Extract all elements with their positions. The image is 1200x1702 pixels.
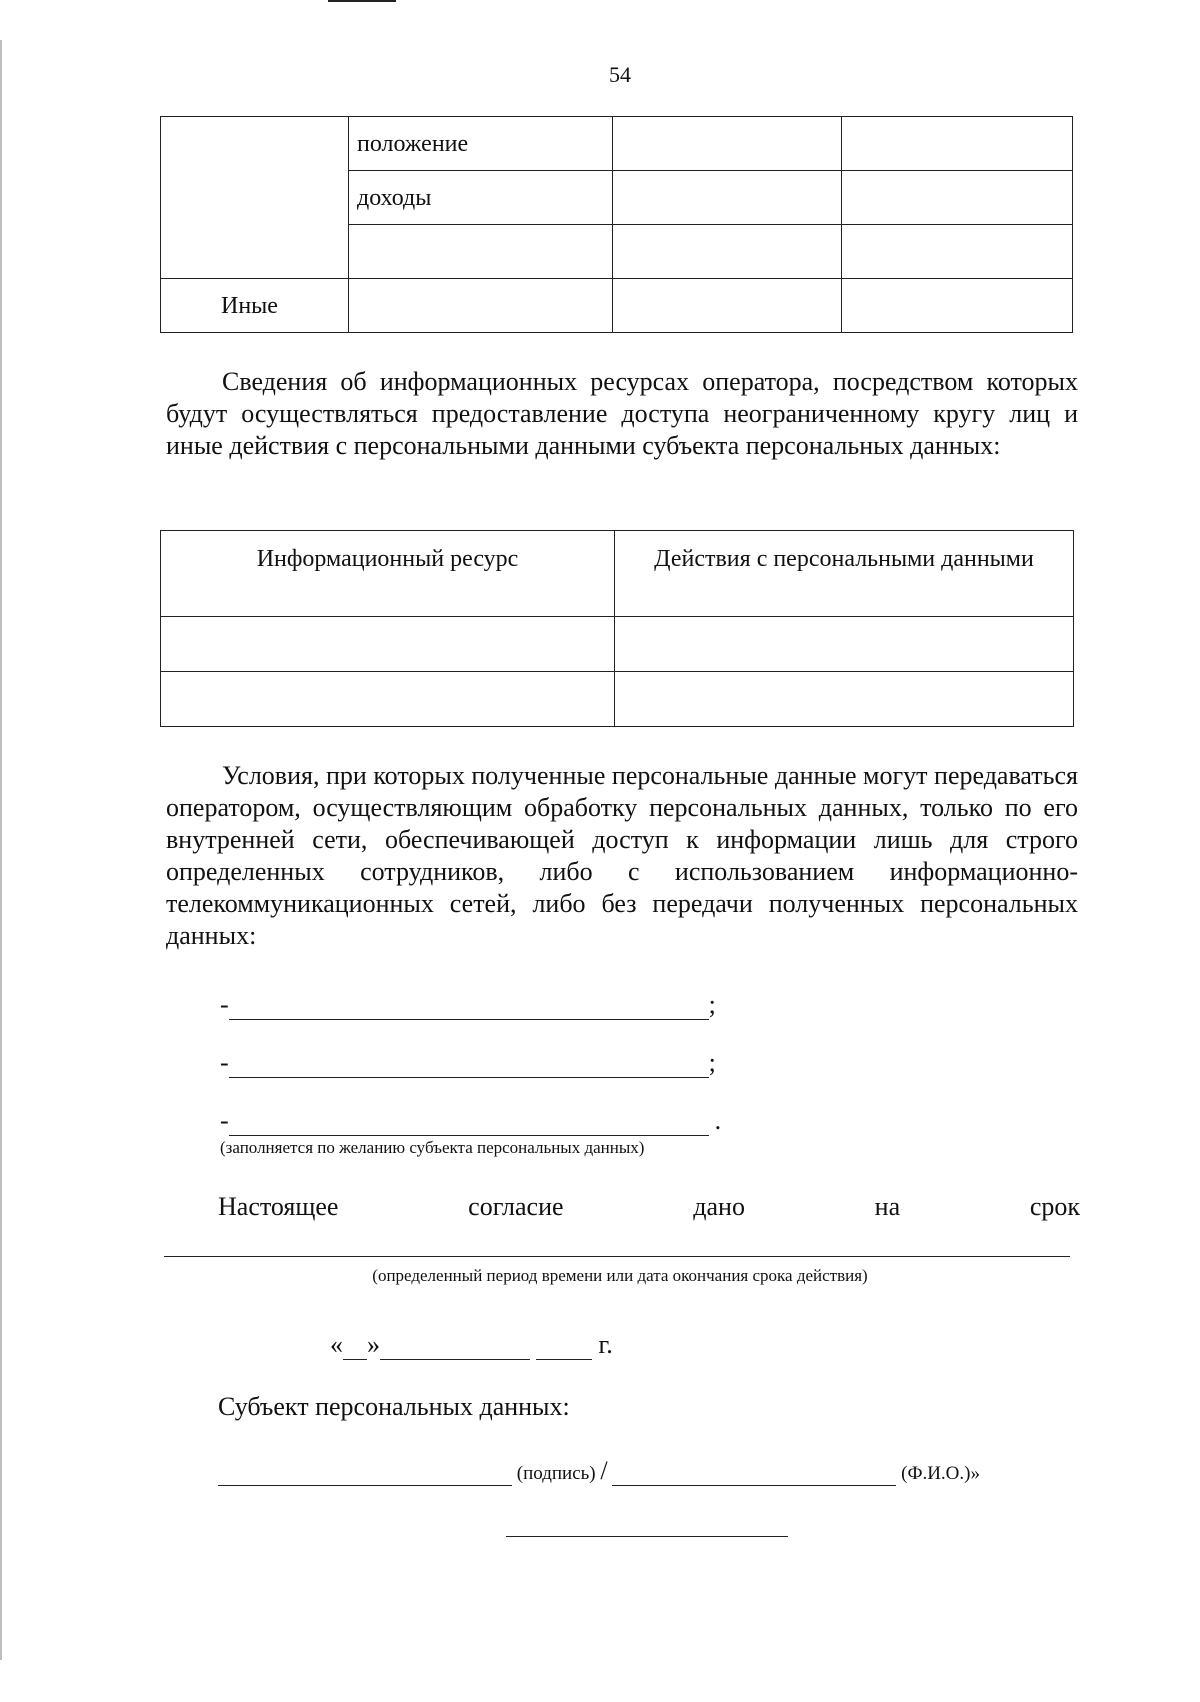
top-mark: [328, 0, 396, 2]
consent-term-row: [218, 1192, 1080, 1222]
table-cell: [615, 672, 1074, 727]
signature-note: (подпись): [516, 1463, 596, 1484]
fill-line: [229, 993, 709, 1020]
fill-line: [229, 1051, 709, 1078]
table-cell: [613, 225, 842, 279]
signature-row: [218, 1456, 980, 1486]
name-note: (Ф.И.О.)»: [901, 1463, 980, 1484]
table-cell: [842, 117, 1073, 171]
word: дано: [693, 1192, 745, 1221]
table-cell: [161, 117, 349, 279]
table-cell: [349, 117, 613, 171]
subject-wish-note: (заполняется по желанию субъекта персональных данных): [220, 1138, 645, 1157]
other-label: Иные: [221, 293, 278, 319]
subject-label: Субъект персональных данных:: [218, 1392, 570, 1421]
semicolon: ;: [708, 1048, 716, 1077]
close-quote: »: [367, 1330, 380, 1359]
dash: -: [220, 990, 229, 1019]
blank-line: [220, 990, 716, 1020]
table-header-row: [161, 531, 1074, 617]
table-cell: [842, 171, 1073, 225]
table-cell: [613, 117, 842, 171]
blank-line: [220, 1106, 721, 1136]
year-fill-line: [536, 1333, 592, 1360]
word: на: [874, 1192, 901, 1221]
dash: -: [220, 1048, 229, 1077]
open-quote: «: [330, 1330, 343, 1359]
info-resources-table: [160, 530, 1074, 727]
cell-text: положение: [357, 131, 469, 157]
table-cell: [349, 171, 613, 225]
table-cell: [613, 279, 842, 333]
cell-text: доходы: [357, 185, 432, 211]
table-cell: [161, 279, 349, 333]
month-fill-line: [380, 1333, 530, 1360]
semicolon: ;: [708, 990, 716, 1019]
scan-edge: [0, 40, 2, 1660]
word: Настоящее: [218, 1192, 339, 1221]
table-row: [161, 672, 1074, 727]
header-actions: Действия с персональными данными: [615, 531, 1074, 617]
signature-fill-line: [218, 1463, 512, 1486]
table-row-other: [161, 279, 1073, 333]
page-number: 54: [609, 62, 631, 87]
table-cell: [842, 225, 1073, 279]
end-line: [506, 1536, 788, 1537]
data-categories-table: [160, 116, 1073, 333]
dash: -: [220, 1106, 229, 1135]
date-row: [330, 1330, 613, 1360]
table-cell: [161, 617, 615, 672]
info-resources-paragraph: Сведения об информационных ресурсах оператора, посредством которых будут осуществляться предоставление доступа неограниченному кругу лиц и иные действия с персональными данными субъекта персональных данных:: [166, 367, 1078, 460]
transfer-conditions-paragraph: Условия, при которых полученные персональные данные могут передаваться оператором, осуществляющим обработку персональных данных, только по его внутренней сети, обеспечивающей доступ к информации лишь для строго определенных сотрудников, либо с использованием информационно-телекоммуникационных сетей, либо без передачи полученных персональных данных:: [166, 761, 1078, 950]
fill-line: [229, 1109, 709, 1136]
day-fill-line: [343, 1333, 367, 1360]
table-row: [161, 117, 1073, 171]
table-cell: [349, 279, 613, 333]
period-note: (определенный период времени или дата окончания срока действия): [372, 1266, 868, 1285]
period: .: [714, 1106, 722, 1135]
term-fill-line: [164, 1256, 1070, 1257]
blank-line: [220, 1048, 716, 1078]
table-cell: [613, 171, 842, 225]
table-cell: [842, 279, 1073, 333]
table-cell: [615, 617, 1074, 672]
word: согласие: [468, 1192, 564, 1221]
year-suffix: г.: [598, 1330, 613, 1359]
word: срок: [1029, 1192, 1080, 1221]
header-resource: Информационный ресурс: [161, 531, 615, 617]
name-fill-line: [612, 1463, 896, 1486]
slash: /: [600, 1456, 608, 1485]
table-row: [161, 617, 1074, 672]
table-cell: [161, 672, 615, 727]
table-cell: [349, 225, 613, 279]
